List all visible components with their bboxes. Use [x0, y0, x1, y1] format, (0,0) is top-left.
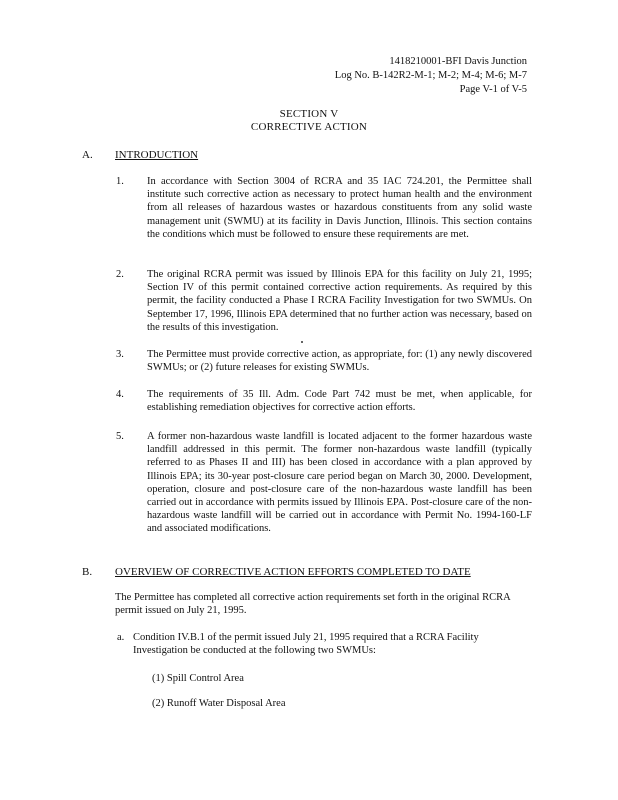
section-b-intro: The Permittee has completed all corrective action requirements set forth in the original RCRA permit issued on July 21, 1995.: [115, 592, 511, 617]
swmu-list-item: (1) Spill Control Area: [152, 673, 244, 684]
sub-item-letter: a.: [117, 632, 125, 643]
item-paragraph: The original RCRA permit was issued by Illinois EPA for this facility on July 21, 1995; Section IV of this permit contained corrective action requirements. As required by this permit, the facility conducted a Phase I RCRA Facility Investigation for two SWMUs. On September 17, 1996, Illinois EPA determined that no further action was necessary, based on the results of this investigation.: [147, 269, 533, 333]
scan-speck: [301, 341, 303, 343]
item-paragraph: The requirements of 35 Ill. Adm. Code Part 742 must be met, when applicable, for establishing remediation objectives for corrective action efforts.: [147, 389, 532, 414]
section-title: SECTION V: [279, 108, 339, 120]
header-log-number: Log No. B-142R2-M-1; M-2; M-4; M-6; M-7: [334, 70, 527, 81]
item-paragraph: A former non-hazardous waste landfill is located adjacent to the former hazardous waste landfill addressed in this permit. The former non-hazardous waste landfill (typically referred to as Phases II and III) has been closed in accordance with a plan approved by Illinois EPA; its 30-year post-closure care period began on March 30, 2000. Development, operation, closure and post-closure care of the non-hazardous waste landfill has been carried out in accordance with permits issued by Illinois EPA. Post-closure care of the non-hazardous waste landfill will be carried out in accordance with Permit No. 1994-160-LF and associated modifications.: [147, 431, 532, 535]
item-number: 4.: [116, 389, 124, 400]
item-number: 5.: [116, 431, 124, 442]
section-name: CORRECTIVE ACTION: [250, 121, 368, 133]
item-paragraph: The Permittee must provide corrective action, as appropriate, for: (1) any newly discovered SWMUs; or (2) future releases for existing SWMUs.: [147, 349, 532, 374]
header-facility-id: 1418210001-BFI Davis Junction: [389, 56, 527, 67]
item-paragraph: In accordance with Section 3004 of RCRA and 35 IAC 724.201, the Permittee shall institute such corrective action as necessary to protect human health and the environment from all releases of hazardous wastes or hazardous constituents from any solid waste management unit (SWMU) at its facility in Davis Junction, Illinois. This section contains the conditions which must be followed to ensure these requirements are met.: [147, 176, 532, 240]
section-a-letter: A.: [82, 149, 93, 161]
sub-item-paragraph: Condition IV.B.1 of the permit issued July 21, 1995 required that a RCRA Facility Investigation be conducted at the following two SWMUs:: [133, 632, 479, 657]
item-number: 3.: [116, 349, 124, 360]
item-number: 2.: [116, 269, 124, 280]
header-page-number: Page V-1 of V-5: [459, 84, 527, 95]
section-a-heading: INTRODUCTION: [115, 149, 199, 161]
section-b-letter: B.: [82, 566, 93, 578]
swmu-list-item: (2) Runoff Water Disposal Area: [152, 698, 286, 709]
section-b-heading: OVERVIEW OF CORRECTIVE ACTION EFFORTS COMPLETED TO DATE: [115, 566, 471, 578]
item-number: 1.: [116, 176, 124, 187]
